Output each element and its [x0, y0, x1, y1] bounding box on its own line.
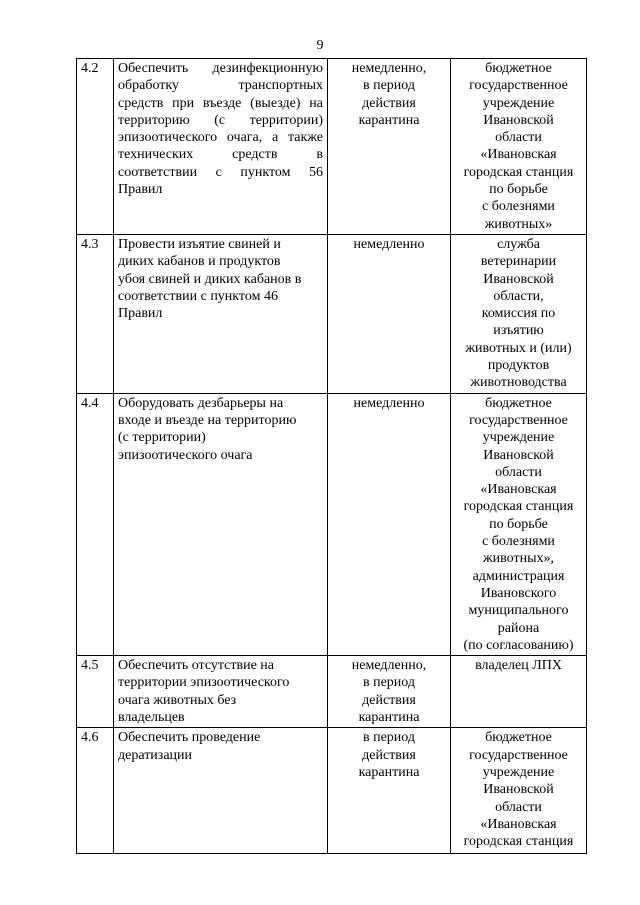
responsible-text-line: области, [493, 288, 544, 304]
term-text-line: карантина [358, 710, 420, 726]
action-text-line: эпизоотического очага, а также [118, 130, 323, 146]
responsible-text-line: животноводства [470, 375, 567, 391]
term-text-line: действия [362, 95, 416, 111]
item-number: 4.6 [77, 728, 114, 854]
action-text-line: соответствии с пунктом 56 [118, 164, 323, 180]
term-text-line: в период [362, 730, 416, 746]
responsible-text-line: области [495, 799, 542, 815]
action-cell [114, 235, 328, 394]
term-text-line: немедленно, [351, 658, 427, 674]
item-number: 4.3 [77, 235, 114, 394]
responsible-text-line: учреждение [482, 95, 555, 111]
responsible-text-line: комиссия по [481, 306, 556, 322]
responsible-text-line: служба [497, 237, 540, 252]
table-row [77, 59, 587, 235]
action-text-line: Оборудовать дезбарьеры на [118, 395, 284, 411]
table-row [77, 656, 587, 728]
item-number: 4.2 [77, 59, 114, 235]
responsible-text-line: «Ивановская [480, 816, 557, 832]
action-text-line: Правил [118, 306, 163, 322]
action-cell [114, 728, 328, 854]
term-text-line: немедленно [353, 237, 425, 252]
term-text-line: действия [362, 747, 416, 763]
action-cell [114, 656, 328, 728]
responsible-cell [451, 656, 587, 728]
action-text-line: обработку транспортных [118, 78, 323, 94]
responsible-text-line: учреждение [482, 430, 555, 446]
action-text-line: соответствии с пунктом 46 [118, 288, 278, 304]
page-number: 9 [316, 38, 324, 53]
measures-table-body [77, 59, 587, 854]
responsible-text-line: бюджетное [485, 61, 552, 76]
action-text-line: территории эпизоотического [118, 675, 290, 691]
action-text-line: владельцев [118, 710, 185, 726]
action-text-line: Обеспечить дезинфекционную [118, 61, 323, 76]
item-number: 4.5 [77, 656, 114, 728]
term-cell [328, 393, 451, 655]
action-text-line: очага животных без [118, 692, 237, 708]
responsible-text-line: животных» [484, 216, 553, 232]
term-cell [328, 235, 451, 394]
item-number: 4.4 [77, 393, 114, 655]
responsible-text-line: по борьбе [489, 516, 548, 532]
responsible-text-line: городская станция [463, 164, 574, 180]
responsible-text-line: «Ивановская [480, 482, 557, 498]
responsible-text-line: животных и (или) [465, 340, 572, 356]
action-text-line: входе и въезде на территорию [118, 412, 297, 428]
responsible-text-line: района [497, 620, 540, 636]
action-text-line: Обеспечить отсутствие на [118, 658, 274, 674]
responsible-text-line: Ивановской [483, 447, 554, 463]
responsible-text-line: ветеринарии [480, 254, 557, 270]
measures-table [76, 58, 587, 854]
responsible-text-line: с болезнями [482, 534, 555, 550]
responsible-cell [451, 59, 587, 235]
responsible-text-line: по борьбе [489, 182, 548, 198]
term-text-line: карантина [358, 764, 420, 780]
responsible-text-line: учреждение [482, 764, 555, 780]
responsible-text-line: изъятию [493, 323, 544, 339]
responsible-text-line: животных», [482, 551, 554, 567]
table-row [77, 393, 587, 655]
responsible-text-line: бюджетное [485, 395, 552, 411]
responsible-text-line: городская станция [463, 499, 574, 515]
responsible-cell [451, 393, 587, 655]
action-cell [114, 393, 328, 655]
action-text-line: дератизации [118, 747, 193, 763]
action-text-line: эпизоотического очага [118, 447, 253, 463]
term-cell [328, 656, 451, 728]
term-cell [328, 59, 451, 235]
responsible-text-line: продуктов [487, 358, 550, 374]
term-text-line: карантина [358, 112, 420, 128]
responsible-text-line: городская станция [463, 834, 574, 850]
responsible-text-line: администрация [472, 568, 565, 584]
action-text-line: Правил [118, 182, 163, 198]
responsible-text-line: бюджетное [485, 730, 552, 746]
term-text-line: действия [362, 692, 416, 708]
responsible-text-line: Ивановской [483, 112, 554, 128]
action-text-line: (с территории) [118, 430, 206, 446]
responsible-cell [451, 728, 587, 854]
action-text-line: диких кабанов и продуктов [118, 254, 281, 270]
responsible-text-line: государственное [469, 412, 568, 428]
term-text-line: немедленно, [351, 61, 427, 76]
term-text-line: в период [362, 78, 416, 94]
action-text-line: убоя свиней и диких кабанов в [118, 271, 302, 287]
responsible-text-line: с болезнями [482, 199, 555, 215]
responsible-text-line: «Ивановская [480, 147, 557, 163]
responsible-text-line: области [495, 464, 542, 480]
responsible-text-line: Ивановской [483, 271, 554, 287]
responsible-cell [451, 235, 587, 394]
term-text-line: в период [362, 675, 416, 691]
responsible-text-line: владелец ЛПХ [475, 658, 562, 674]
term-text-line: немедленно [353, 395, 425, 411]
action-text-line: технических средств в [118, 147, 323, 163]
responsible-text-line: Ивановского [480, 585, 557, 601]
action-text-line: средств при въезде (выезде) на [118, 95, 323, 111]
responsible-text-line: (по согласованию) [463, 637, 574, 653]
responsible-text-line: Ивановской [483, 782, 554, 798]
responsible-text-line: области [495, 130, 542, 146]
table-row [77, 728, 587, 854]
responsible-text-line: муниципального [468, 603, 569, 619]
action-text-line: Провести изъятие свиней и [118, 237, 281, 252]
term-cell [328, 728, 451, 854]
action-text-line: Обеспечить проведение [118, 730, 261, 746]
table-row [77, 235, 587, 394]
action-cell [114, 59, 328, 235]
action-text-line: территорию (с территории) [118, 112, 323, 128]
responsible-text-line: государственное [469, 78, 568, 94]
responsible-text-line: государственное [469, 747, 568, 763]
